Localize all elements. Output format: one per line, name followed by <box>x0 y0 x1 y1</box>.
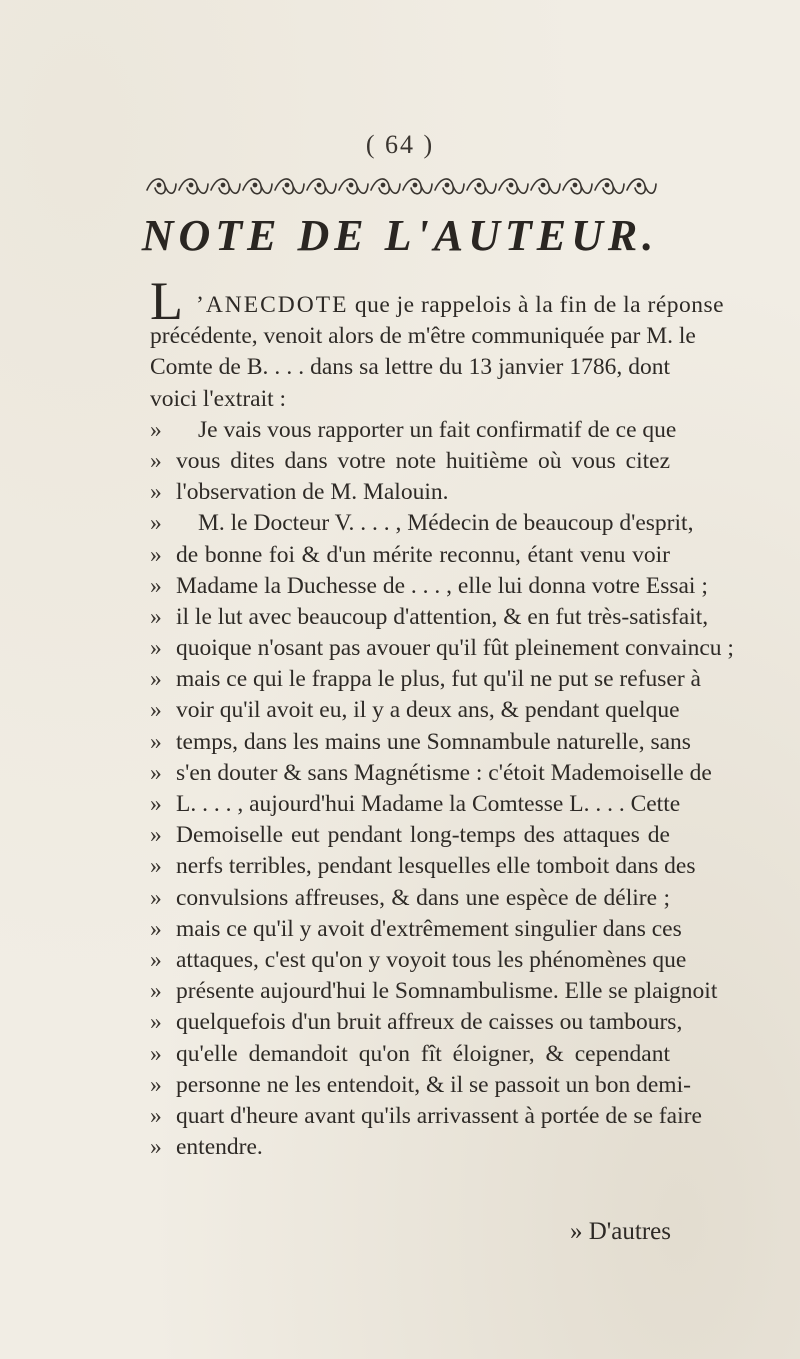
quote-mark: » <box>150 978 162 1005</box>
paragraph-line: Comte de B. . . . dans sa lettre du 13 janvier 1786, dont <box>150 354 670 381</box>
first-line <box>150 271 725 331</box>
ornament-scroll <box>435 179 464 194</box>
ornament-scroll <box>627 179 656 194</box>
ornament-scroll <box>243 179 272 194</box>
quoted-line-text: il le lut avec beaucoup d'attention, & en fut très-satisfait, <box>176 603 709 630</box>
ornament-scroll <box>179 179 208 194</box>
quoted-line-text: s'en douter & sans Magnétisme : c'étoit Mademoiselle de <box>176 759 712 786</box>
quoted-line <box>150 1101 702 1132</box>
quote-mark: » <box>150 416 162 443</box>
ornament-dot <box>541 183 544 186</box>
quote-mark: » <box>150 759 162 786</box>
ornament-dot <box>413 183 416 186</box>
quote-mark: » <box>150 447 162 474</box>
quoted-line-text: vous dites dans votre note huitième où vous citez <box>176 447 670 474</box>
quoted-line-text: Demoiselle eut pendant long-temps des attaques de <box>176 822 670 849</box>
ornament-scroll <box>403 179 432 194</box>
catchword: » D'autres <box>570 1218 672 1245</box>
quoted-line-text: convulsions affreuses, & dans une espèce de délire ; <box>176 884 670 911</box>
quoted-line <box>150 1039 670 1070</box>
quoted-line-text: personne ne les entendoit, & il se passoit un bon demi- <box>176 1071 691 1098</box>
quote-mark: » <box>150 1040 162 1067</box>
ornament-dot <box>445 183 448 186</box>
paragraph-line: précédente, venoit alors de m'être communiquée par M. le <box>150 323 696 350</box>
quoted-line-text: quoique n'osant pas avouer qu'il fût pleinement convaincu ; <box>176 635 734 662</box>
ornament-scroll <box>563 179 592 194</box>
quoted-line <box>150 508 694 539</box>
drop-cap: L <box>150 271 184 331</box>
ornament-scroll <box>467 179 496 194</box>
ornament-dot <box>637 183 640 186</box>
quoted-line <box>150 415 677 446</box>
quoted-line-text: qu'elle demandoit qu'on fît éloigner, & cependant <box>176 1040 670 1067</box>
ornament-scroll <box>275 179 304 194</box>
quoted-line <box>150 820 670 851</box>
quoted-line <box>150 789 681 820</box>
quote-mark: » <box>150 1071 162 1098</box>
quote-mark: » <box>150 666 162 693</box>
ornament-scroll <box>499 179 528 194</box>
ornament-scroll <box>211 179 240 194</box>
quote-mark: » <box>150 697 162 724</box>
quoted-line <box>150 727 691 758</box>
quoted-line <box>150 571 708 602</box>
quoted-line <box>150 1132 670 1163</box>
quote-mark: » <box>150 822 162 849</box>
quoted-line-text: Je vais vous rapporter un fait confirmatif de ce que <box>198 416 677 443</box>
quoted-line-text: présente aujourd'hui le Somnambulisme. Elle se plaignoit <box>176 978 718 1005</box>
quoted-line <box>150 633 734 664</box>
quote-mark: » <box>150 946 162 973</box>
ornament-dot <box>349 183 352 186</box>
quoted-line <box>150 945 687 976</box>
quoted-line <box>150 914 682 945</box>
quoted-line <box>150 1007 683 1038</box>
quote-mark: » <box>150 915 162 942</box>
note-body <box>150 271 734 1163</box>
quoted-line <box>150 540 670 571</box>
ornament-dot <box>189 183 192 186</box>
quoted-line <box>150 883 670 914</box>
ornament-scroll <box>147 179 176 194</box>
quote-mark: » <box>150 728 162 755</box>
quote-mark: » <box>150 541 162 568</box>
quoted-line-text: de bonne foi & d'un mérite reconnu, étant venu voir <box>176 541 670 568</box>
quoted-line-text: nerfs terribles, pendant lesquelles elle tomboit dans des <box>176 853 696 880</box>
quoted-line-text: quart d'heure avant qu'ils arrivassent à portée de se faire <box>176 1102 702 1129</box>
quoted-line <box>150 976 718 1007</box>
quoted-line <box>150 602 709 633</box>
quoted-line <box>150 851 696 882</box>
ornament-dot <box>605 183 608 186</box>
ornament-dot <box>477 183 480 186</box>
quoted-line <box>150 446 670 477</box>
ornament-dot <box>381 183 384 186</box>
quoted-line <box>150 477 670 508</box>
ornament-dot <box>221 183 224 186</box>
ornament-dot <box>253 183 256 186</box>
quote-mark: » <box>150 479 162 506</box>
quoted-line-text: mais ce qui le frappa le plus, fut qu'il ne put se refuser à <box>176 666 701 693</box>
quoted-line-text: L. . . . , aujourd'hui Madame la Comtesse L. . . . Cette <box>176 791 681 817</box>
ornament-scroll <box>595 179 624 194</box>
quote-mark: » <box>150 1134 162 1161</box>
quoted-line <box>150 664 701 695</box>
page-number: ( 64 ) <box>365 130 435 159</box>
note-title: NOTE DE L'AUTEUR. <box>141 211 659 260</box>
first-word-smallcaps: ’ANECDOTE <box>196 292 349 318</box>
quoted-line-text: entendre. <box>176 1134 263 1161</box>
quote-mark: » <box>150 884 162 911</box>
quoted-line <box>150 695 680 726</box>
paragraph-last-line: voici l'extrait : <box>150 385 287 412</box>
quoted-line-text: M. le Docteur V. . . . , Médecin de beaucoup d'esprit, <box>198 510 694 537</box>
quoted-line-text: voir qu'il avoit eu, il y a deux ans, & pendant quelque <box>176 697 680 724</box>
ornament-dot <box>509 183 512 186</box>
quote-mark: » <box>150 603 162 630</box>
quote-mark: » <box>150 1102 162 1129</box>
first-line-rest: que je rappelois à la fin de la réponse <box>354 292 725 318</box>
ornament-scroll <box>307 179 336 194</box>
quote-mark: » <box>150 1009 162 1036</box>
quoted-line-text: l'observation de M. Malouin. <box>176 479 449 506</box>
quoted-line-text: mais ce qu'il y avoit d'extrêmement singulier dans ces <box>176 915 682 942</box>
quote-mark: » <box>150 572 162 599</box>
quoted-line-text: Madame la Duchesse de . . . , elle lui donna votre Essai ; <box>176 572 708 599</box>
quote-mark: » <box>150 510 162 537</box>
ornament-dot <box>285 183 288 186</box>
ornament-scroll <box>371 179 400 194</box>
quoted-line <box>150 758 712 789</box>
ornament-scroll <box>339 179 368 194</box>
quote-mark: » <box>150 635 162 662</box>
quote-mark: » <box>150 853 162 880</box>
ornament-scroll <box>531 179 560 194</box>
quoted-line-text: temps, dans les mains une Somnambule naturelle, sans <box>176 728 691 755</box>
ornament-flourish-divider <box>145 172 657 202</box>
quoted-line-text: attaques, c'est qu'on y voyoit tous les phénomènes que <box>176 946 687 973</box>
quote-mark: » <box>150 791 162 817</box>
quoted-line <box>150 1070 691 1101</box>
quoted-line-text: quelquefois d'un bruit affreux de caisses ou tambours, <box>176 1009 683 1036</box>
ornament-dot <box>573 183 576 186</box>
ornament-dot <box>157 183 160 186</box>
ornament-dot <box>317 183 320 186</box>
